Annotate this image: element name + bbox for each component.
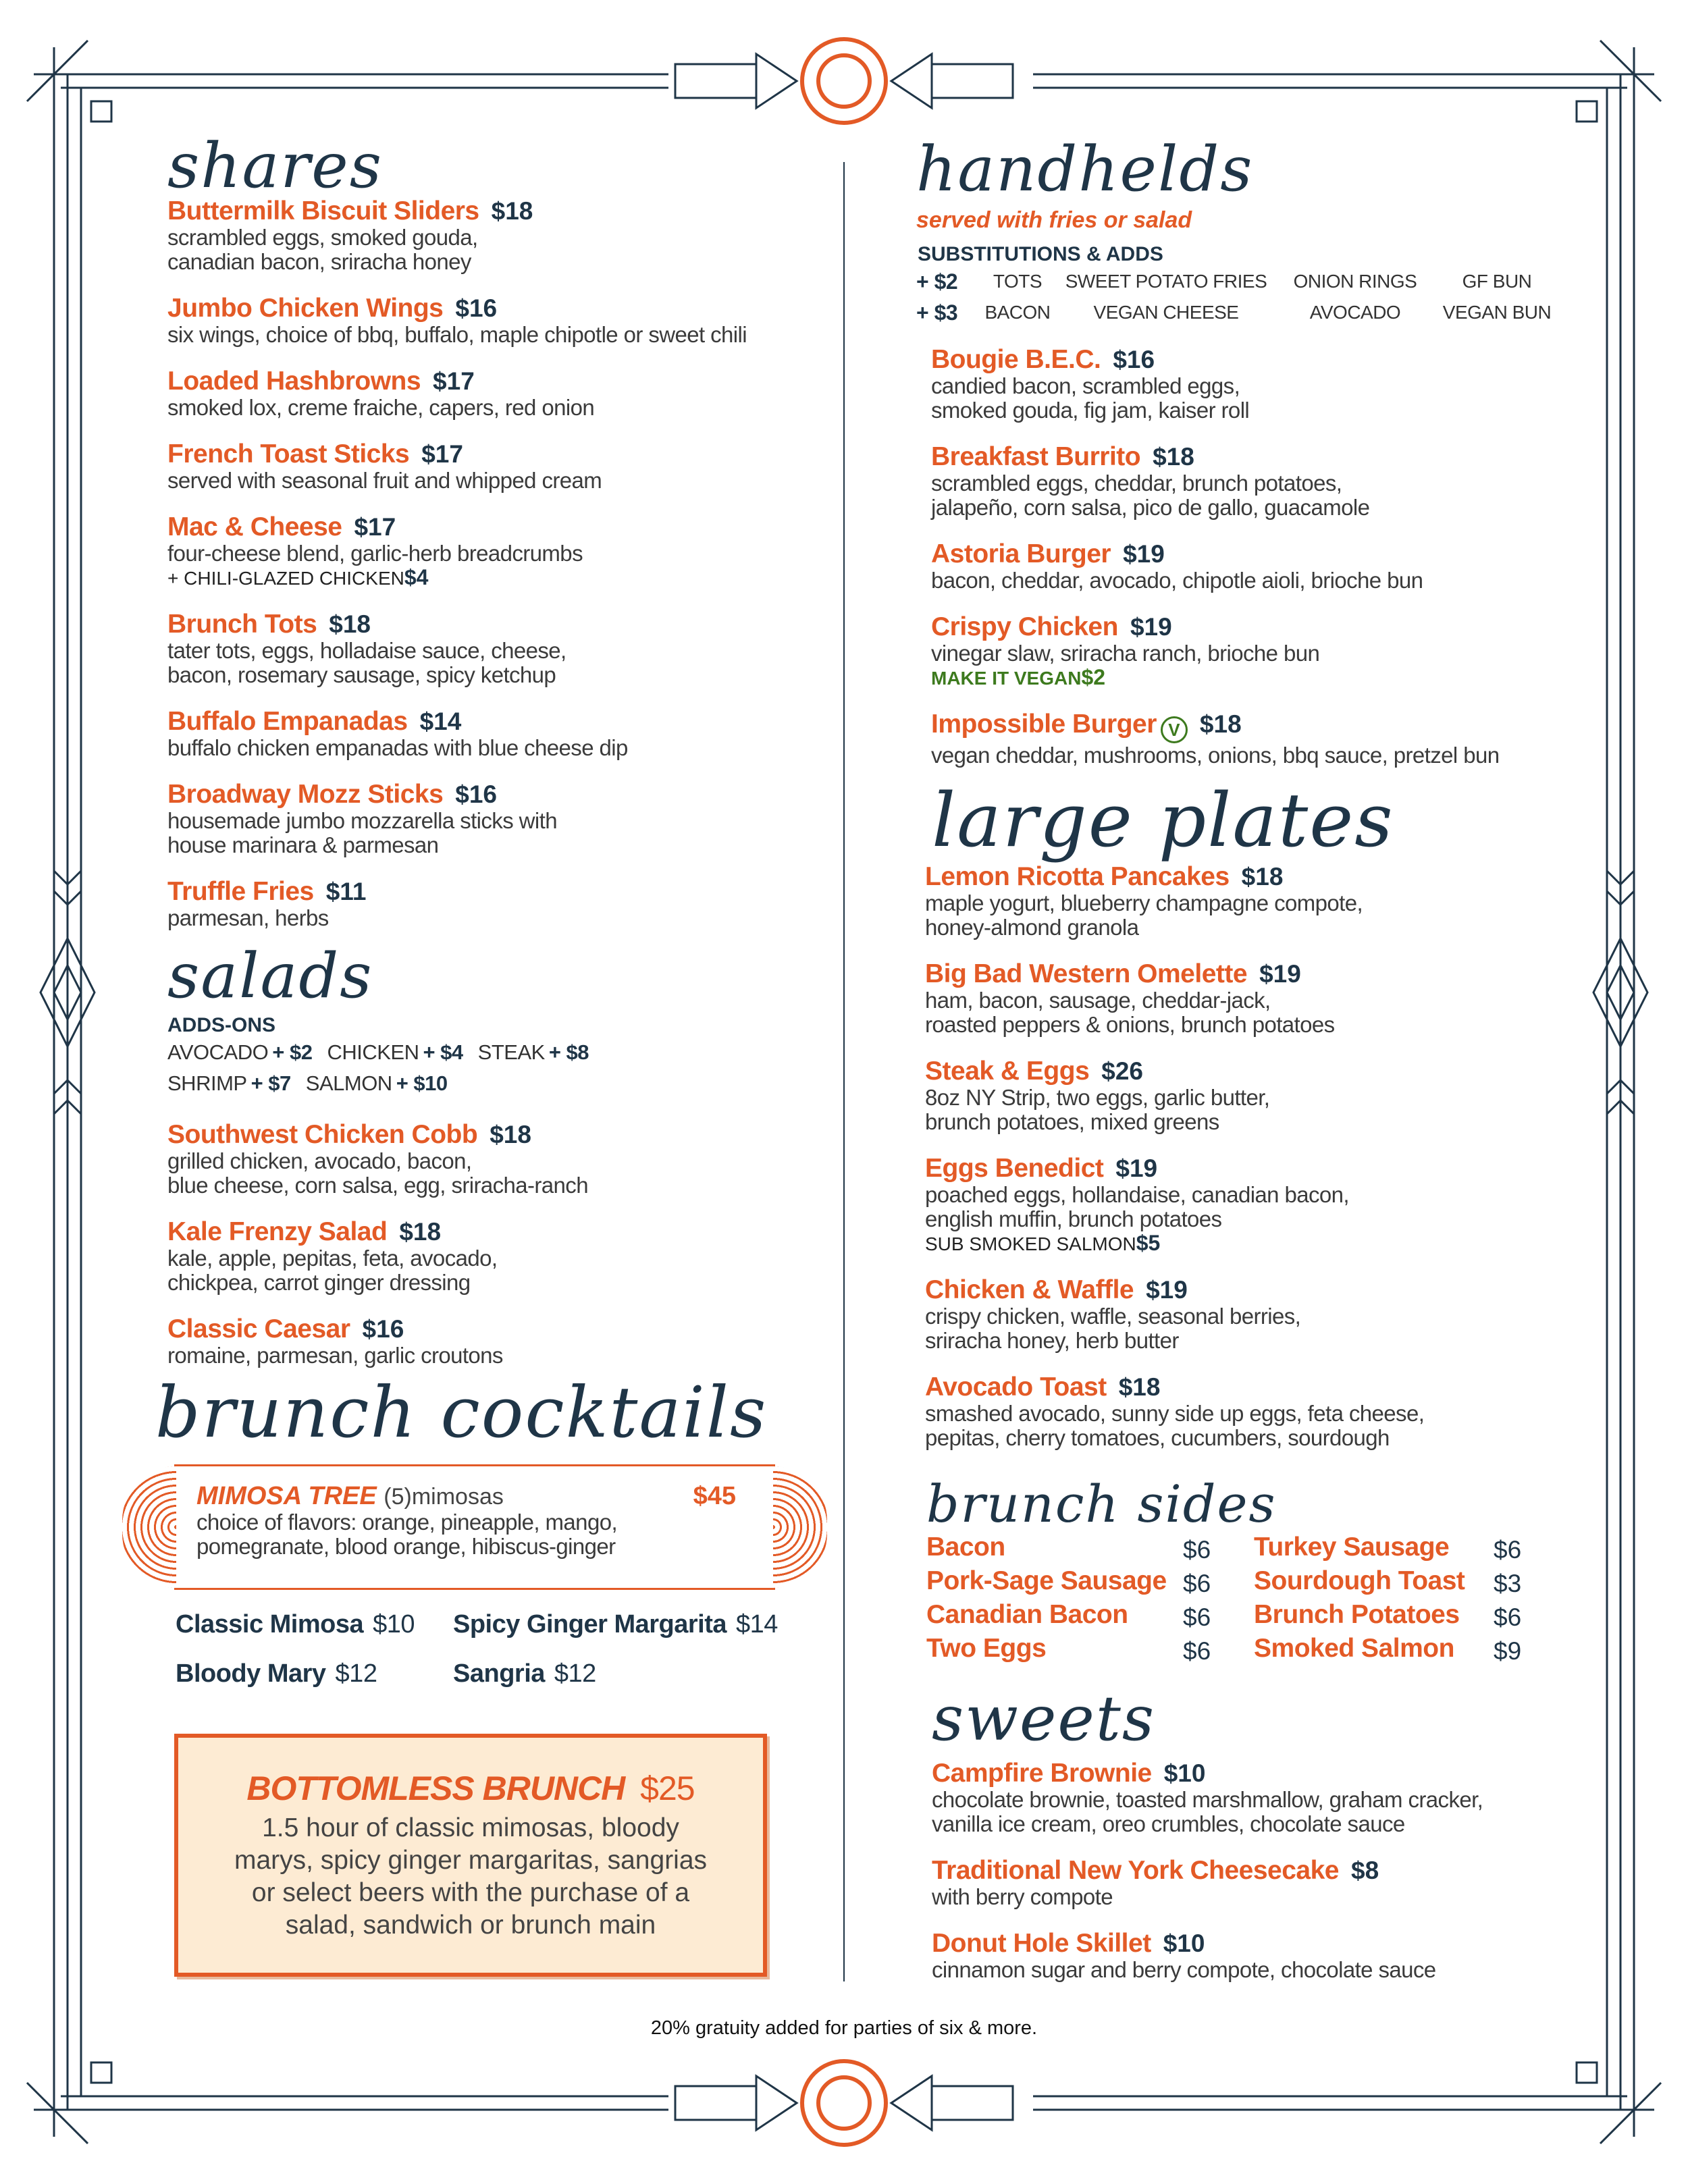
menu-item-price: $19 bbox=[1259, 960, 1301, 988]
menu-item bbox=[167, 1218, 816, 1295]
menu-item-desc: six wings, choice of bbq, buffalo, maple chipotle or sweet chili bbox=[167, 322, 747, 347]
mimosa-tree-price: $45 bbox=[693, 1482, 736, 1510]
menu-item-desc: cinnamon sugar and berry compote, chocolate sauce bbox=[932, 1957, 1436, 1982]
menu-item bbox=[167, 708, 816, 760]
menu-item-price: $17 bbox=[433, 367, 475, 395]
menu-item-desc: honey-almond granola bbox=[925, 915, 1139, 940]
menu-item-desc: ham, bacon, sausage, cheddar-jack, bbox=[925, 988, 1271, 1013]
menu-item-price: $8 bbox=[1351, 1857, 1379, 1884]
menu-item-desc: served with seasonal fruit and whipped cream bbox=[167, 468, 602, 493]
menu-item bbox=[932, 1929, 1634, 1982]
menu-item-price: $19 bbox=[1146, 1276, 1188, 1304]
subs-option: SWEET POTATO FRIES bbox=[1065, 271, 1267, 292]
menu-item-name: Kale Frenzy Salad bbox=[167, 1217, 388, 1246]
menu-item bbox=[932, 1857, 1634, 1909]
menu-item-desc: house marinara & parmesan bbox=[167, 832, 439, 857]
shares-list bbox=[167, 197, 816, 930]
menu-item-price: $18 bbox=[490, 1121, 531, 1148]
menu-item-name: Buffalo Empanadas bbox=[167, 707, 408, 736]
salads-list bbox=[167, 1121, 816, 1368]
menu-item-title-row bbox=[931, 443, 1618, 471]
large-plates-list bbox=[925, 863, 1627, 1450]
menu-item-desc: bacon, rosemary sausage, spicy ketchup bbox=[167, 662, 556, 687]
addon-item bbox=[327, 1040, 463, 1064]
menu-item-name: Traditional New York Cheesecake bbox=[932, 1856, 1339, 1885]
menu-item-name: French Toast Sticks bbox=[167, 440, 410, 469]
menu-item bbox=[167, 878, 816, 930]
menu-item-name: Donut Hole Skillet bbox=[932, 1929, 1151, 1958]
menu-item-title-row bbox=[167, 708, 816, 736]
menu-item-price: $10 bbox=[1163, 1929, 1205, 1957]
menu-item-desc: sriracha honey, herb butter bbox=[925, 1328, 1179, 1353]
side-item-name: Smoked Salmon bbox=[1254, 1634, 1454, 1663]
menu-item-desc: kale, apple, pepitas, feta, avocado, bbox=[167, 1246, 498, 1271]
mimosa-tree-box bbox=[174, 1464, 775, 1590]
menu-item-name: Steak & Eggs bbox=[925, 1057, 1090, 1086]
menu-item-desc: english muffin, brunch potatoes bbox=[925, 1206, 1222, 1231]
menu-item bbox=[932, 1759, 1634, 1836]
menu-item bbox=[167, 780, 816, 857]
mimosa-tree-desc-2: pomegranate, blood orange, hibiscus-ginger bbox=[196, 1534, 616, 1559]
menu-item-desc: buffalo chicken empanadas with blue cheese dip bbox=[167, 735, 628, 760]
side-item-name: Turkey Sausage bbox=[1254, 1533, 1450, 1562]
addons-row bbox=[167, 1068, 816, 1099]
menu-item-name: Jumbo Chicken Wings bbox=[167, 294, 444, 323]
menu-item-desc: scrambled eggs, cheddar, brunch potatoes, bbox=[931, 471, 1342, 496]
side-item-price: $3 bbox=[1494, 1570, 1522, 1597]
menu-item-desc: blue cheese, corn salsa, egg, sriracha-ranch bbox=[167, 1173, 588, 1198]
subs-price: + $3 bbox=[916, 300, 958, 325]
subs-option: VEGAN BUN bbox=[1442, 302, 1552, 323]
menu-item-desc: scrambled eggs, smoked gouda, bbox=[167, 225, 478, 250]
menu-item bbox=[931, 710, 1618, 768]
menu-item-title-row bbox=[925, 1154, 1627, 1183]
menu-item-price: $17 bbox=[421, 440, 463, 468]
menu-item-name: Eggs Benedict bbox=[925, 1154, 1104, 1183]
menu-item-price: $16 bbox=[1113, 346, 1155, 373]
subs-row bbox=[916, 266, 1618, 297]
menu-item-price: $18 bbox=[491, 197, 533, 225]
side-item-name: Pork-Sage Sausage bbox=[926, 1566, 1167, 1595]
menu-item-name: Big Bad Western Omelette bbox=[925, 959, 1248, 988]
sweets-heading: sweets bbox=[932, 1682, 1156, 1755]
menu-item-title-row bbox=[167, 294, 816, 323]
subs-option: AVOCADO bbox=[1309, 302, 1401, 323]
menu-item bbox=[925, 863, 1627, 940]
menu-item-desc: housemade jumbo mozzarella sticks with bbox=[167, 808, 557, 833]
bottomless-desc-line: marys, spicy ginger margaritas, sangrias bbox=[234, 1846, 708, 1875]
bottomless-brunch-box bbox=[174, 1734, 767, 1977]
menu-item-price: $18 bbox=[1153, 443, 1194, 471]
menu-item-price: $17 bbox=[354, 513, 396, 541]
subs-title: SUBSTITUTIONS & ADDS bbox=[918, 243, 1163, 265]
menu-item bbox=[931, 540, 1618, 593]
menu-item-title-row bbox=[931, 613, 1618, 641]
menu-item-desc: chickpea, carrot ginger dressing bbox=[167, 1270, 471, 1295]
sweets-section bbox=[932, 1682, 1634, 2002]
bottomless-desc bbox=[178, 1812, 763, 1942]
drink-bloody-mary: Bloody Mary $12 bbox=[176, 1659, 377, 1688]
menu-item-title-row bbox=[925, 1373, 1627, 1402]
addon-price: + $8 bbox=[548, 1040, 589, 1064]
side-item-name: Sourdough Toast bbox=[1254, 1566, 1465, 1595]
menu-item-price: $10 bbox=[1163, 1759, 1206, 1787]
subs-price: + $2 bbox=[916, 269, 958, 294]
note-price: $4 bbox=[404, 565, 429, 589]
addon-price: + $7 bbox=[250, 1071, 291, 1095]
menu-item-title-row bbox=[167, 513, 816, 541]
menu-item-name: Breakfast Burrito bbox=[931, 442, 1141, 471]
sides-section bbox=[926, 1474, 1602, 1668]
menu-item-title-row bbox=[167, 197, 816, 225]
menu-item-desc: chocolate brownie, toasted marshmallow, graham cracker, bbox=[932, 1787, 1483, 1812]
large-plates-section bbox=[925, 777, 1627, 1470]
menu-item-title-row bbox=[167, 610, 816, 639]
menu-item-price: $19 bbox=[1115, 1154, 1158, 1182]
side-item-price: $9 bbox=[1494, 1637, 1522, 1665]
menu-item bbox=[167, 1121, 816, 1198]
menu-item bbox=[925, 1276, 1627, 1353]
side-item-name: Brunch Potatoes bbox=[1254, 1600, 1460, 1629]
menu-item-name: Brunch Tots bbox=[167, 610, 317, 639]
menu-item-desc: maple yogurt, blueberry champagne compote, bbox=[925, 890, 1363, 915]
addon-item bbox=[306, 1071, 448, 1095]
menu-item bbox=[167, 294, 816, 347]
menu-item-title-row bbox=[932, 1759, 1634, 1788]
menu-item-title-row bbox=[167, 440, 816, 469]
menu-item-title-row bbox=[932, 1929, 1634, 1958]
menu-item-price: $16 bbox=[362, 1315, 404, 1343]
addons-list bbox=[167, 1037, 816, 1099]
side-item-price: $6 bbox=[1183, 1570, 1211, 1597]
menu-item-name: Loaded Hashbrowns bbox=[167, 367, 421, 396]
menu-item-desc: romaine, parmesan, garlic croutons bbox=[167, 1343, 503, 1368]
side-item-price: $6 bbox=[1183, 1603, 1211, 1631]
drink-spicy-ginger-margarita: Spicy Ginger Margarita $14 bbox=[453, 1610, 778, 1639]
menu-item-name: Impossible Burger bbox=[931, 710, 1157, 739]
addon-item bbox=[167, 1071, 291, 1095]
menu-item bbox=[925, 1057, 1627, 1134]
menu-item-price: $18 bbox=[1241, 863, 1284, 890]
menu-item-title-row bbox=[932, 1857, 1634, 1885]
menu-item-name: Crispy Chicken bbox=[931, 612, 1118, 641]
menu-item-title-row bbox=[925, 863, 1627, 891]
menu-item-name: Classic Caesar bbox=[167, 1314, 350, 1343]
menu-item bbox=[167, 513, 816, 590]
menu-item-title-row bbox=[167, 1121, 816, 1149]
menu-item-price: $16 bbox=[455, 294, 498, 322]
addons-title: ADDS-ONS bbox=[167, 1014, 276, 1036]
side-item-name: Canadian Bacon bbox=[926, 1600, 1128, 1629]
menu-item-desc: vanilla ice cream, oreo crumbles, chocolate sauce bbox=[932, 1811, 1405, 1836]
bottomless-desc-line: or select beers with the purchase of a bbox=[251, 1878, 690, 1907]
menu-item-desc: 8oz NY Strip, two eggs, garlic butter, bbox=[925, 1085, 1270, 1110]
menu-item-title-row bbox=[925, 960, 1627, 988]
menu-item-desc: pepitas, cherry tomatoes, cucumbers, sourdough bbox=[925, 1425, 1390, 1450]
menu-item-name: Mac & Cheese bbox=[167, 512, 342, 541]
menu-item-name: Bougie B.E.C. bbox=[931, 345, 1101, 374]
subs-option: ONION RINGS bbox=[1293, 271, 1417, 292]
menu-item-desc: parmesan, herbs bbox=[167, 905, 329, 930]
cocktails-heading: brunch cocktails bbox=[155, 1371, 768, 1454]
menu-item-desc: with berry compote bbox=[932, 1884, 1113, 1909]
side-item-price: $6 bbox=[1183, 1536, 1211, 1564]
handhelds-list bbox=[931, 346, 1618, 768]
menu-item-price: $26 bbox=[1101, 1057, 1143, 1085]
right-column bbox=[916, 133, 1618, 788]
menu-item-price: $18 bbox=[399, 1218, 442, 1246]
subs-row bbox=[916, 297, 1618, 328]
left-column bbox=[167, 130, 816, 951]
side-item-price: $6 bbox=[1494, 1536, 1522, 1564]
side-item-price: $6 bbox=[1494, 1603, 1522, 1631]
subs-option: TOTS bbox=[993, 271, 1043, 292]
menu-item-title-row bbox=[167, 1315, 816, 1343]
sides-heading: brunch sides bbox=[926, 1474, 1277, 1534]
mimosa-tree-name: MIMOSA TREE bbox=[196, 1482, 377, 1510]
menu-item-name: Buttermilk Biscuit Sliders bbox=[167, 196, 479, 225]
sides-list bbox=[926, 1534, 1602, 1668]
menu-item-desc: jalapeño, corn salsa, pico de gallo, guacamole bbox=[931, 495, 1370, 520]
menu-item-name: Astoria Burger bbox=[931, 539, 1111, 568]
menu-item-desc: brunch potatoes, mixed greens bbox=[925, 1109, 1219, 1134]
menu-item-name: Southwest Chicken Cobb bbox=[167, 1120, 478, 1149]
menu-item-title-row bbox=[167, 878, 816, 906]
gratuity-footer: 20% gratuity added for parties of six & more. bbox=[650, 2017, 1038, 2039]
bottomless-title: BOTTOMLESS BRUNCH bbox=[246, 1769, 625, 1807]
menu-item-price: $16 bbox=[455, 780, 498, 808]
menu-item-desc: vegan cheddar, mushrooms, onions, bbq sauce, pretzel bun bbox=[931, 742, 1500, 768]
note-label: + CHILI-GLAZED CHICKEN bbox=[167, 568, 404, 589]
shares-heading: shares bbox=[167, 130, 383, 202]
menu-item bbox=[167, 1315, 816, 1368]
menu-item bbox=[931, 613, 1618, 690]
menu-item-price: $18 bbox=[1199, 710, 1242, 738]
menu-item-title-row bbox=[925, 1057, 1627, 1086]
menu-item bbox=[931, 346, 1618, 423]
bottomless-desc-line: 1.5 hour of classic mimosas, bloody bbox=[262, 1813, 679, 1842]
menu-item-desc: crispy chicken, waffle, seasonal berries, bbox=[925, 1304, 1301, 1329]
addon-label: CHICKEN bbox=[327, 1040, 419, 1064]
bottomless-desc-line: salad, sandwich or brunch main bbox=[285, 1911, 656, 1940]
menu-item-price: $14 bbox=[419, 708, 462, 735]
menu-item-name: Lemon Ricotta Pancakes bbox=[925, 862, 1230, 891]
vegan-icon: V bbox=[1161, 716, 1188, 743]
subs-option: VEGAN CHEESE bbox=[1093, 302, 1239, 323]
menu-item-title-row bbox=[931, 346, 1618, 374]
menu-item-note bbox=[925, 1231, 1627, 1256]
menu-item-desc: smoked gouda, fig jam, kaiser roll bbox=[931, 398, 1250, 423]
menu-item-price: $19 bbox=[1123, 540, 1165, 568]
menu-item-note bbox=[167, 566, 816, 590]
substitutions-table bbox=[916, 266, 1618, 328]
sweets-list bbox=[932, 1759, 1634, 1982]
menu-item-title-row bbox=[167, 1218, 816, 1246]
menu-item-price: $18 bbox=[1118, 1373, 1161, 1401]
salads-section bbox=[167, 940, 816, 1388]
note-price: $5 bbox=[1136, 1231, 1161, 1255]
menu-item bbox=[925, 1373, 1627, 1450]
addon-label: STEAK bbox=[477, 1040, 545, 1064]
menu-item-desc: grilled chicken, avocado, bacon, bbox=[167, 1148, 472, 1173]
menu-item-name: Avocado Toast bbox=[925, 1373, 1107, 1402]
drink-sangria: Sangria $12 bbox=[453, 1659, 596, 1688]
addon-item bbox=[167, 1040, 312, 1064]
drink-classic-mimosa: Classic Mimosa $10 bbox=[176, 1610, 415, 1639]
menu-item-name: Campfire Brownie bbox=[932, 1759, 1152, 1788]
menu-item-title-row bbox=[925, 1276, 1627, 1304]
addon-price: + $10 bbox=[396, 1071, 448, 1095]
menu-item-desc: tater tots, eggs, holladaise sauce, cheese, bbox=[167, 638, 566, 663]
note-label: SUB SMOKED SALMON bbox=[925, 1233, 1136, 1254]
menu-item-desc: candied bacon, scrambled eggs, bbox=[931, 373, 1240, 398]
handhelds-subtitle: served with fries or salad bbox=[916, 207, 1192, 233]
menu-item bbox=[925, 1154, 1627, 1256]
addon-price: + $2 bbox=[272, 1040, 313, 1064]
salads-heading: salads bbox=[167, 940, 373, 1012]
menu-item-desc: bacon, cheddar, avocado, chipotle aioli, brioche bun bbox=[931, 568, 1423, 593]
menu-item-desc: roasted peppers & onions, brunch potatoes bbox=[925, 1012, 1335, 1037]
menu-item-price: $18 bbox=[329, 610, 371, 638]
addon-label: SALMON bbox=[305, 1071, 392, 1095]
menu-item-desc: vinegar slaw, sriracha ranch, brioche bun bbox=[931, 641, 1320, 666]
side-item-name: Two Eggs bbox=[926, 1634, 1047, 1663]
addon-label: SHRIMP bbox=[167, 1071, 247, 1095]
large-plates-heading: large plates bbox=[932, 777, 1394, 863]
menu-item-name: Truffle Fries bbox=[167, 877, 314, 906]
mimosa-tree-desc-1: choice of flavors: orange, pineapple, mango, bbox=[196, 1510, 618, 1535]
menu-item-note bbox=[931, 666, 1618, 690]
bottomless-price: $25 bbox=[640, 1769, 695, 1807]
menu-item-name: Chicken & Waffle bbox=[925, 1275, 1134, 1304]
side-item-name: Bacon bbox=[926, 1533, 1005, 1562]
addon-item bbox=[478, 1040, 589, 1064]
menu-item-title-row bbox=[167, 780, 816, 809]
addon-label: AVOCADO bbox=[167, 1040, 269, 1064]
menu-item-desc: poached eggs, hollandaise, canadian bacon, bbox=[925, 1182, 1349, 1207]
addons-row bbox=[167, 1037, 816, 1068]
menu-item-title-row bbox=[931, 710, 1618, 743]
subs-option: GF BUN bbox=[1462, 271, 1532, 292]
menu-item bbox=[925, 960, 1627, 1037]
menu-item-desc: four-cheese blend, garlic-herb breadcrumbs bbox=[167, 541, 583, 566]
menu-item-price: $19 bbox=[1130, 613, 1172, 641]
mimosa-tree-qty: (5)mimosas bbox=[384, 1484, 504, 1510]
menu-item bbox=[931, 443, 1618, 520]
addon-price: + $4 bbox=[423, 1040, 463, 1064]
subs-option: BACON bbox=[984, 302, 1051, 323]
side-item-price: $6 bbox=[1183, 1637, 1211, 1665]
menu-item-desc: smashed avocado, sunny side up eggs, feta cheese, bbox=[925, 1401, 1425, 1426]
note-label: MAKE IT VEGAN bbox=[931, 668, 1082, 689]
menu-item-price: $11 bbox=[325, 878, 367, 905]
menu-item-desc: canadian bacon, sriracha honey bbox=[167, 249, 471, 274]
menu-item bbox=[167, 367, 816, 420]
cocktails-heading-wrap bbox=[155, 1371, 768, 1454]
menu-item-title-row bbox=[931, 540, 1618, 568]
menu-item-desc: smoked lox, creme fraiche, capers, red onion bbox=[167, 395, 595, 420]
menu-item bbox=[167, 197, 816, 274]
note-price: $2 bbox=[1081, 665, 1106, 689]
menu-item bbox=[167, 610, 816, 687]
menu-item-name: Broadway Mozz Sticks bbox=[167, 780, 444, 809]
menu-item bbox=[167, 440, 816, 493]
menu-item-title-row bbox=[167, 367, 816, 396]
handhelds-heading: handhelds bbox=[916, 133, 1254, 205]
